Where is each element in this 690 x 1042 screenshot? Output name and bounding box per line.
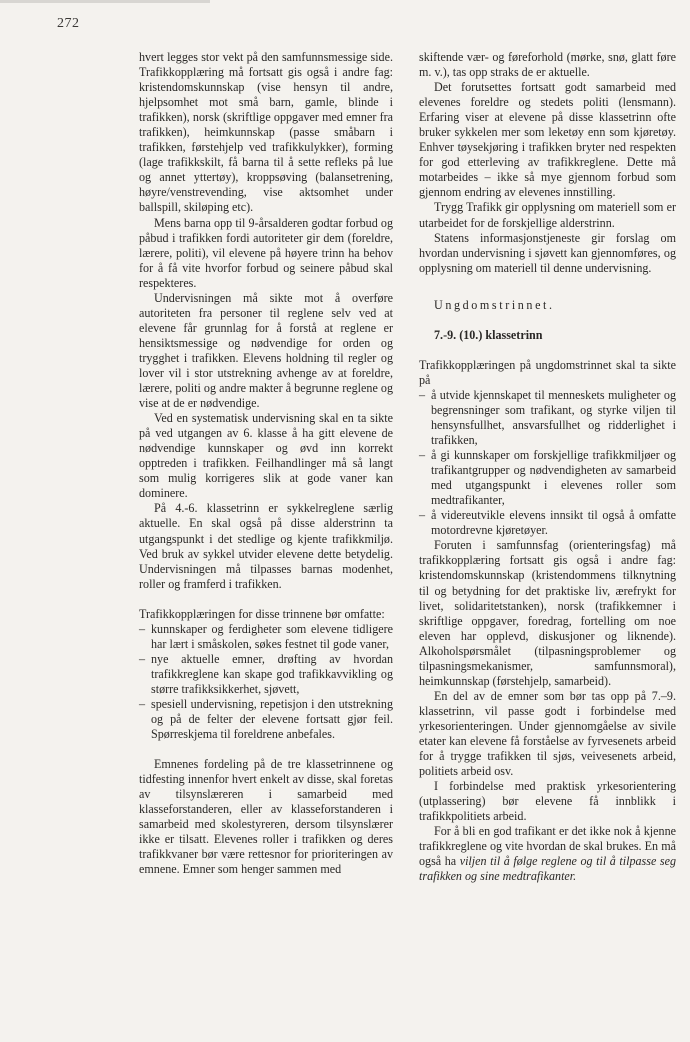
- paragraph: Statens informasjonstjeneste gir forslag om hvordan undervisning i sjøvett kan gjennomføres, og opplysning om materiell til denne undervisning.: [419, 230, 676, 275]
- list-item: – å utvide kjennskapet til menneskets muligheter og begrensninger som trafikant, og styrke viljen til hensynsfullhet, ansvarsfullhet og ridderlighet i trafikken,: [419, 388, 676, 448]
- subheading: 7.-9. (10.) klassetrinn: [434, 327, 543, 342]
- paragraph: Trafikkopplæringen på ungdomstrinnet skal ta sikte på: [419, 357, 676, 387]
- paragraph: Trafikkopplæringen for disse trinnene bør omfatte:: [139, 606, 385, 621]
- paragraph: I forbindelse med praktisk yrkesorientering (utplassering) bør elevene få innblikk i trafikkpolitiets arbeid.: [419, 779, 676, 824]
- paragraph: En del av de emner som bør tas opp på 7.–9. klassetrinn, vil passe godt i forbindelse med yrkesorienteringen. Under gjennomgåelse av sivile etater kan elevene få forståelse av fyrvesenets arbeid for å trygge trafikken til sjøs, veivesenets arbeid, politiets arbeid osv.: [419, 688, 676, 779]
- spacer: [139, 592, 393, 607]
- page-number: 272: [57, 16, 80, 31]
- italic-emphasis: viljen til å følge reglene og til å tilpasse seg trafikken og sine medtrafikanter.: [419, 854, 676, 884]
- paragraph: skiftende vær- og føreforhold (mørke, snø, glatt føre m. v.), tas opp straks de er aktuelle.: [419, 50, 676, 80]
- list-item: – nye aktuelle emner, drøfting av hvordan trafikkreglene kan skape god trafikkavvikling og større trafikksikkerhet, sjøvett,: [139, 652, 393, 697]
- paragraph: Det forutsettes fortsatt godt samarbeid med elevenes foreldre og stedets politi (lensmann). Erfaring viser at elevene på disse klassetrinn ofte bruker sykkelen mer som leketøy enn som kjøretøy. Enhver tøysekjøring i trafikken bryter ned respekten for god etterleving av trafikkreglene. Dette må motarbeides – ikke så mye gjennom forbud som gjennom endring av elevenes innstilling.: [419, 80, 676, 200]
- list-item: – å videreutvikle elevens innsikt til også å omfatte motordrevne kjøretøyer.: [419, 508, 676, 538]
- paragraph-text: For å bli en god trafikant er det ikke nok å kjenne trafikkreglene og vite hvordan de skal brukes. En må også ha: [419, 824, 676, 869]
- paragraph: Emnenes fordeling på de tre klassetrinnene og tidfesting innenfor hvert enkelt av disse, skal foretas av tilsynslæreren i samarbeid med klasseforstanderen, eller av klasseforstanderen i samarbeid med skolestyreren, dersom tilsynslærer ikke er tilsatt. Elevenes roller i trafikken og deres trafikkvaner bør være rettesnor for prioriteringen av emnene. Emner som henger sammen med: [139, 757, 393, 877]
- spacer: [139, 742, 393, 757]
- list-item: – kunnskaper og ferdigheter som elevene tidligere har lært i småskolen, søkes festnet til gode vaner,: [139, 622, 393, 652]
- top-edge-rule: [0, 0, 210, 3]
- spacer: [419, 343, 676, 358]
- spacer: [419, 276, 676, 298]
- paragraph: Mens barna opp til 9-årsalderen godtar forbud og påbud i trafikken fordi autoriteter gir dem (foreldre, lærere, politi), vil elevene på høyere trinn ha behov for å få vite hvorfor forbud og seinere påbud skal respekteres.: [139, 215, 393, 290]
- dash-list: [419, 388, 676, 538]
- left-column: [139, 50, 393, 877]
- list-item: – å gi kunnskaper om forskjellige trafikkmiljøer og trafikantgrupper og nødvendigheten av samarbeid med utgangspunkt i elevenes roller som medtrafikanter,: [419, 448, 676, 508]
- paragraph: Ved en systematisk undervisning skal en ta sikte på ved utgangen av 6. klasse å ha gitt elevene de nødvendige kunnskaper og øvd inn korrekt opptreden i trafikken. Feilhandlinger må så langt som mulig korrigeres slik at gode vaner kan dominere.: [139, 411, 393, 501]
- paragraph: Trygg Trafikk gir opplysning om materiell som er utarbeidet for de forskjellige alderstrinn.: [419, 200, 676, 230]
- paragraph: Undervisningen må sikte mot å overføre autoriteten fra personer til reglene selv ved at elevene får grunnlag for å forstå at reglene er hensiktsmessige og nødvendige for orden og trygghet i trafikken. Elevens holdning til regler og lover vil i stor utstrekning avhenge av at foreldre, lærere, politi og andre makter å begrunne reglene og vise at de er nødvendige.: [139, 290, 393, 411]
- list-item: – spesiell undervisning, repetisjon i den utstrekning og på de felter der elevene fortsatt gjør feil. Spørreskjema til foreldrene anbefales.: [139, 697, 393, 742]
- paragraph: På 4.-6. klassetrinn er sykkelreglene særlig aktuelle. En skal også på disse alderstrinn ta utgangspunkt i det stedlige og kjente trafikkmiljø. Ved bruk av sykkel utvider elevene dette betydelig. Undervisningen må tilpasses barnas modenhet, roller og framferd i trafikken.: [139, 501, 393, 591]
- section-title: Ungdomstrinnet.: [434, 297, 555, 312]
- paragraph: [419, 824, 676, 884]
- paragraph: Foruten i samfunnsfag (orienteringsfag) må trafikkopplæring fortsatt gis også i andre fag: kristendomskunnskap (kristendommens tilknytning til og betydning for det praktiske liv, ærefrykt for livet, solidaritetstanken), norsk (trafikkemner i skriftlige oppgaver, foredrag, fortelling om noe eleven har opplevd, diskusjoner og liknende). Alkoholspørsmålet (tilpasningsproblemer og tilpasningsmekanismer, samfunnsmoral), heimkunnskap (førstehjelp, samarbeid).: [419, 538, 676, 688]
- paragraph: hvert legges stor vekt på den samfunnsmessige side. Trafikkopplæring må fortsatt gis også i andre fag: kristendomskunnskap (vise hensyn til andre, hjelpsomhet mot små barn, gamle, blinde i trafikken), norsk (skriftlige oppgaver med emner fra trafikken), heimkunnskap (passe småbarn i trafikken, førstehjelp ved trafikkulykker), forming (lage trafikkskilt, få barna til å sette refleks på lue og annet yttertøy), kroppsøving (balansetrening, høyre/venstrevending, vise aktsomhet under ballspill, skiløping etc).: [139, 50, 393, 215]
- right-column: [419, 50, 676, 884]
- dash-list: [139, 622, 393, 742]
- spacer: [419, 313, 676, 328]
